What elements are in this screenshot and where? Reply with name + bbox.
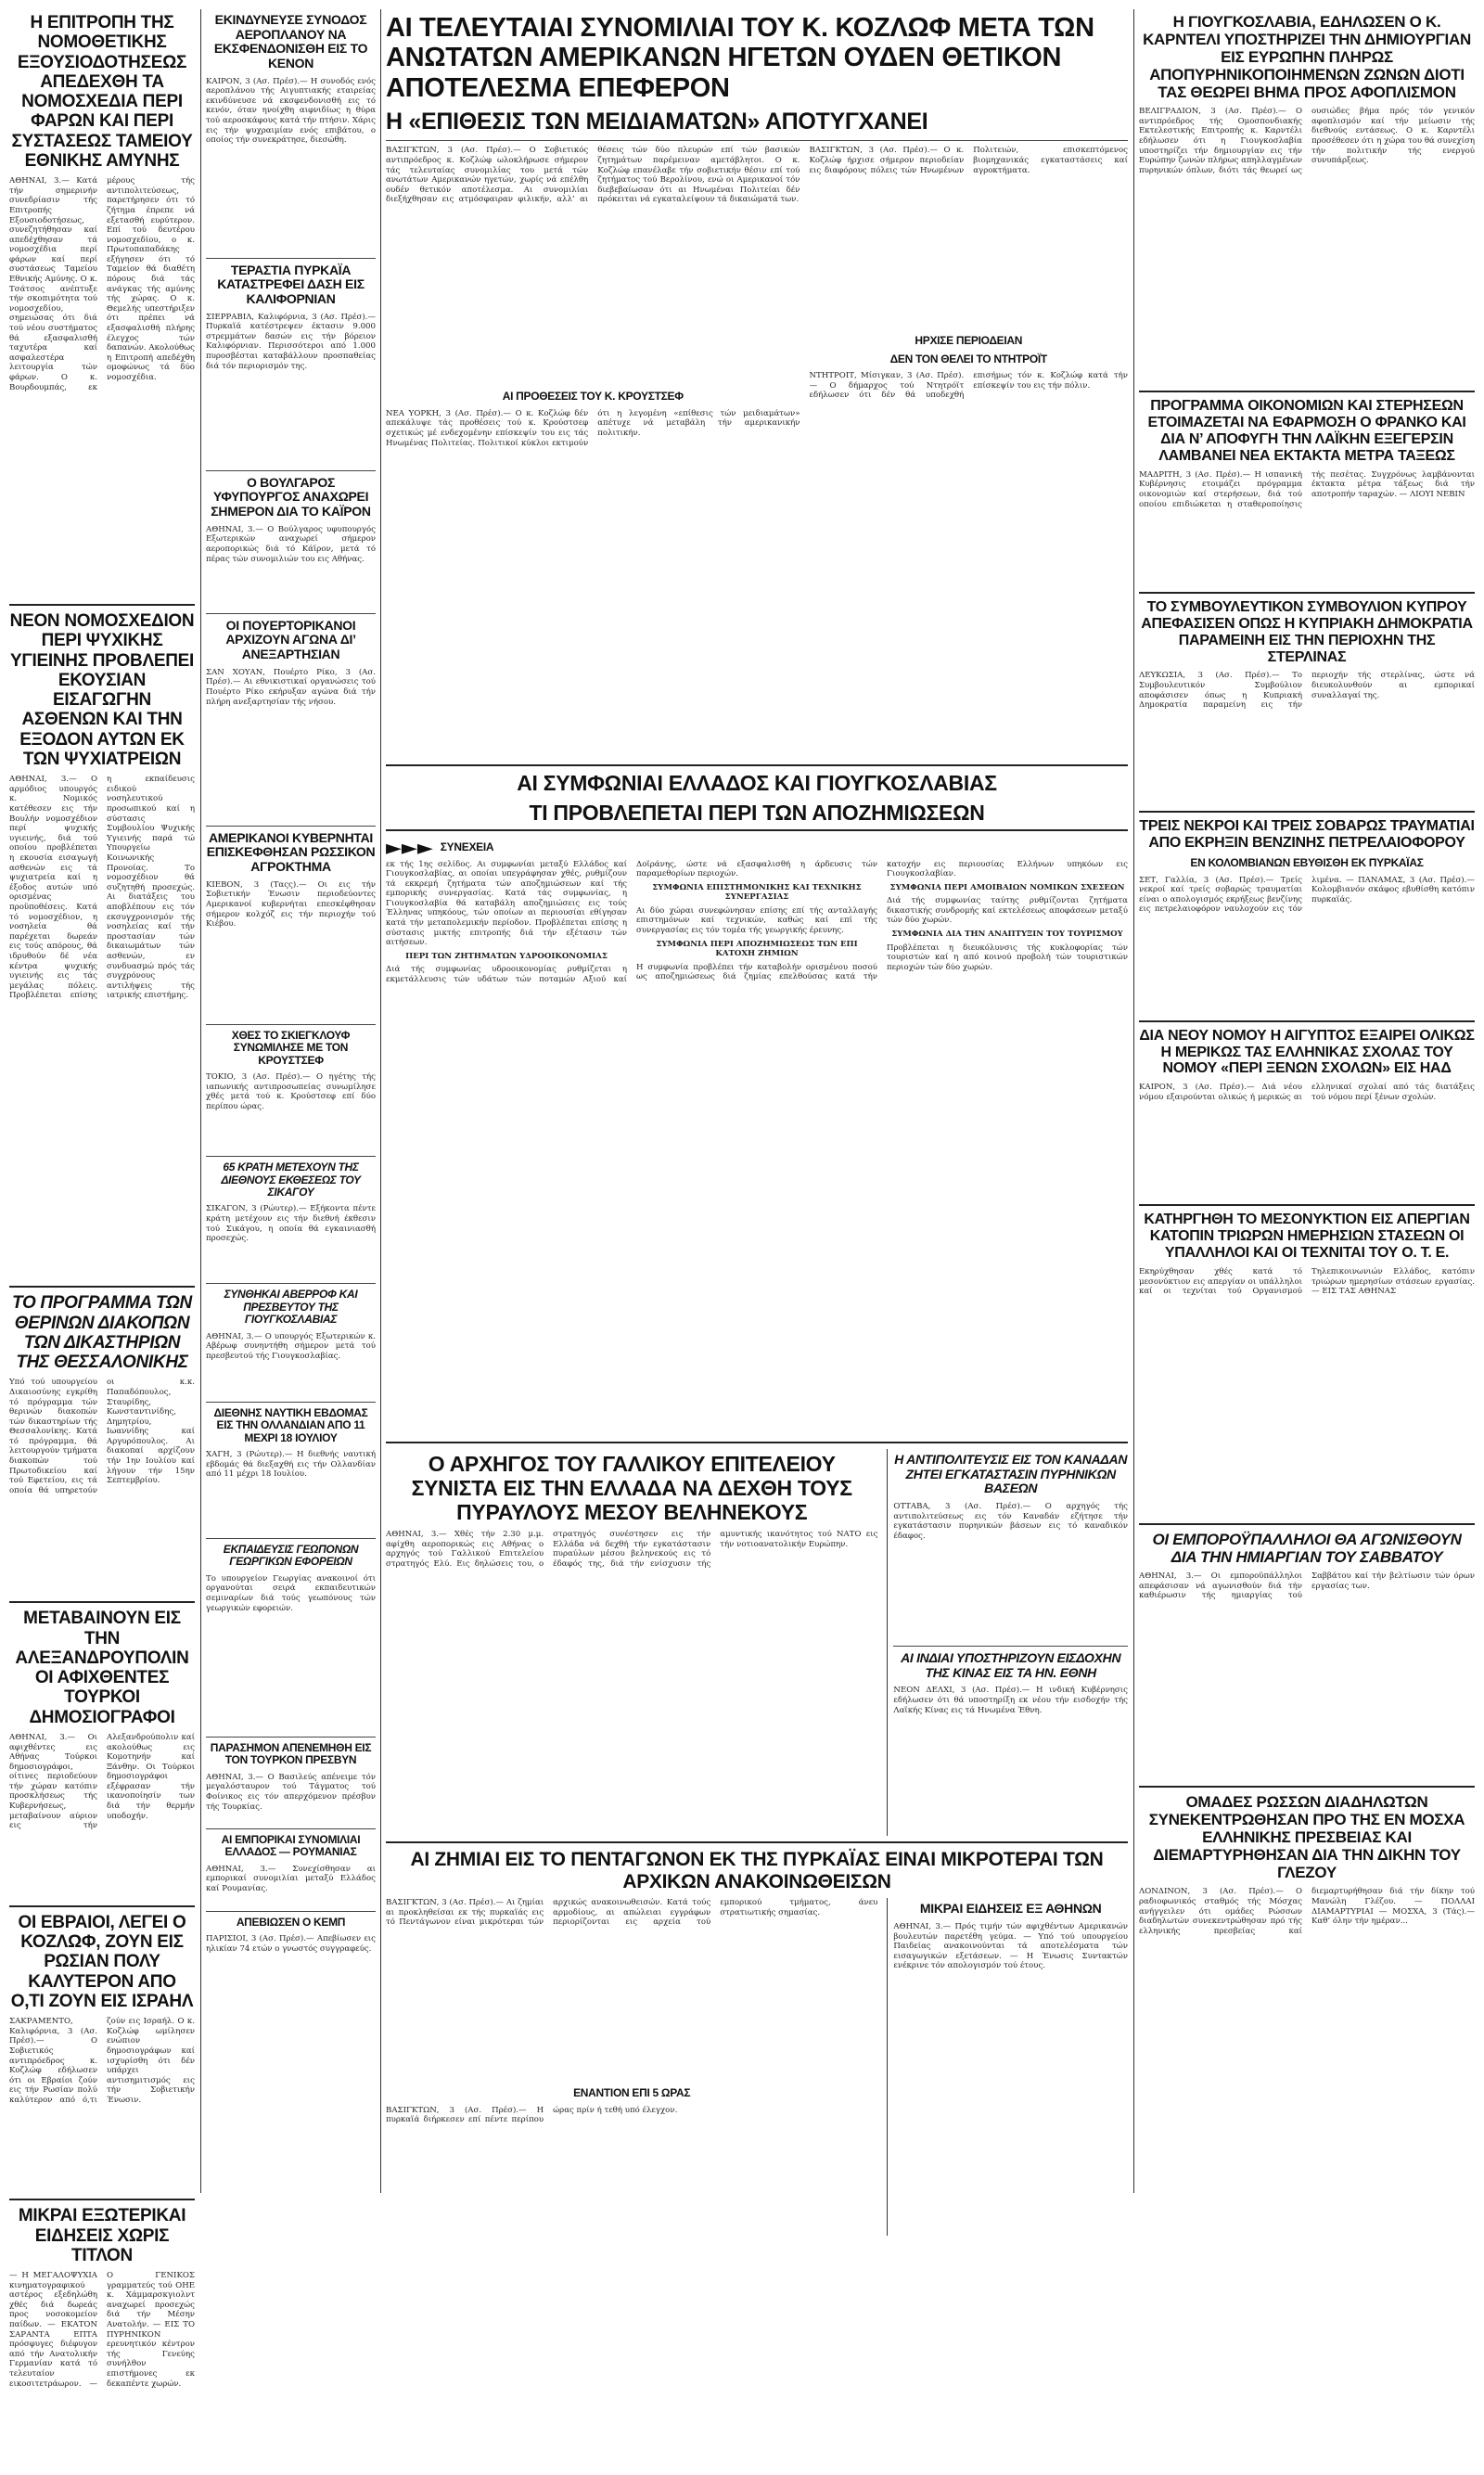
article-khrushchev: ΝΕΑ ΥΟΡΚΗ, 3 (Ασ. Πρέσ).— Ο κ. Κοζλώφ δέν απεκάλυψε τάς προθέσεις τού κ. Κρούστσεφ σχετικώς μέ ενδεχομένην επίσκεψίν του εις τάς Ηνωμένας Πολιτείας. Πολιτικοί κύκλοι εκτιμούν ότι η λεγομένη «επίθεσις τών μειδιαμάτων» απέτυχε νά μεταβάλη τήν αμερικανικήν πολιτικήν. [386,408,800,448]
divider [9,604,195,606]
article-egypt-schools: ΚΑΪΡΟΝ, 3 (Ασ. Πρέσ).— Διά νέου νόμου εξαιρούνται ολικώς ή μερικώς αι ελληνικαί σχολαί από τάς διατάξεις τού νόμου περί ξένων σχολών. [1139,1083,1475,1102]
headline-egypt-schools: ΔΙΑ ΝΕΟΥ ΝΟΜΟΥ Η ΑΙΓΥΠΤΟΣ ΕΞΑΙΡΕΙ ΟΛΙΚΩΣ Η ΜΕΡΙΚΩΣ ΤΑΣ ΕΛΛΗΝΙΚΑΣ ΣΧΟΛΑΣ ΤΟΥ ΝΟΜΟΥ «ΠΕΡΙ ΞΕΝΩΝ ΣΧΟΛΩΝ» ΕΙΣ ΗΑΔ [1139,1027,1475,1077]
headline-puerto-rico: ΟΙ ΠΟΥΕΡΤΟΡΙΚΑΝΟΙ ΑΡΧΙΖΟΥΝ ΑΓΩΝΑ ΔΙ’ ΑΝΕΞΑΡΤΗΣΙΑΝ [225,617,356,662]
article-canada: ΟΤΤΑΒΑ, 3 (Ασ. Πρέσ).— Ο αρχηγός τής αντιπολιτεύσεως εις τόν Καναδάν εζήτησε τήν εγκατάστασιν πυρηνικών βάσεων εις τό καναδικόν έδαφος. [893,1502,1128,1541]
article-kemp: ΠΑΡΙΣΙΟΙ, 3 (Ασ. Πρέσ).— Απεβίωσεν εις ηλικίαν 74 ετών ο γνωστός συγγραφεύς. [206,1934,376,1954]
center-middle [386,759,1128,1454]
headline-kemp: ΑΠΕΒΙΩΣΕΝ Ο ΚΕΜΠ [236,1915,346,1929]
article-moscow-protest: ΛΟΝΔΙΝΟΝ, 3 (Ασ. Πρέσ).— Ο ραδιοφωνικός σταθμός τής Μόσχας ανήγγειλεν ότι ομάδες Ρώσσων διαδηλωτών συνεκεντρώθησαν πρό τής ελληνικής πρεσβείας καί διεμαρτυρήθησαν διά τήν δίκην τού Μανώλη Γλέζου. — ΠΟΛΛΑΙ ΔΙΑΜΑΡΤΥΡΙΑΙ — ΜΟΣΧΑ, 3 (Τάς).— Καθ’ όλην τήν ημέραν... [1139,1887,1475,1936]
article-shop-clerks: ΑΘΗΝΑΙ, 3.— Οι εμποροϋπάλληλοι απεφάσισαν νά αγωνισθούν διά τήν καθιέρωσιν τής ημιαργίας τού Σαββάτου καί τήν βελτίωσιν τών όρων εργασίας των. [1139,1571,1475,1601]
article-science-text: Αι δύο χώραι συνεφώνησαν επίσης επί τής ανταλλαγής επιστημόνων καί τεχνικών, καθώς καί επί τής συνεργασίας εις τόν τομέα τής γεωργικής έρευνης. [636,905,877,936]
article-averoff: ΑΘΗΝΑΙ, 3.— Ο υπουργός Εξωτερικών κ. Αβέρωφ συνηντήθη σήμερον μετά τού πρεσβευτού τής Γιουγκοσλαβίας. [206,1331,376,1361]
headline-kozlov-jews: ΟΙ ΕΒΡΑΙΟΙ, ΛΕΓΕΙ Ο ΚΟΖΛΩΦ, ΖΟΥΝ ΕΙΣ ΡΩΣΙΑΝ ΠΟΛΥ ΚΑΛΥΤΕΡΟΝ ΑΠΟ Ο,ΤΙ ΖΟΥΝ ΕΙΣ ΙΣΡΑΗΛ [10,1912,194,2011]
headline-shop-clerks: ΟΙ ΕΜΠΟΡΟΫΠΑΛΛΗΛΟΙ ΘΑ ΑΓΩΝΙΣΘΟΥΝ ΔΙΑ ΤΗΝ ΗΜΙΑΡΓΙΑΝ ΤΟΥ ΣΑΒΒΑΤΟΥ [1152,1531,1462,1567]
headline-turkish-journalists: ΜΕΤΑΒΑΙΝΟΥΝ ΕΙΣ ΤΗΝ ΑΛΕΞΑΝΔΡΟΥΠΟΛΙΝ ΟΙ ΑΦΙΧΘΕΝΤΕΣ ΤΟΥΡΚΟΙ ΔΗΜΟΣΙΟΓΡΑΦΟΙ [15,1609,189,1727]
headline-agronomists: ΕΚΠΑΙΔΕΥΣΙΣ ΓΕΩΠΟΝΩΝ ΓΕΩΡΓΙΚΩΝ ΕΦΟΡΕΙΩΝ [223,1543,359,1569]
divider [9,2199,195,2200]
column-rule [380,9,381,2193]
divider [1139,391,1475,392]
divider [1139,592,1475,594]
headline-moscow-protest: ΟΜΑΔΕΣ ΡΩΣΣΩΝ ΔΙΑΔΗΛΩΤΩΝ ΣΥΝΕΚΕΝΤΡΩΘΗΣΑΝ ΠΡΟ ΤΗΣ ΕΝ ΜΟΣΧΑ ΕΛΛΗΝΙΚΗΣ ΠΡΕΣΒΕΙΑΣ ΚΑΙ ΔΙΕΜΑΡΤΥΡΗΘΗΣΑΝ ΔΙΑ ΤΗΝ ΔΙΚΗΝ ΤΟΥ ΓΛΕΖΟΥ [1148,1793,1465,1882]
article-hydro-text: Διά τής συμφωνίας υδροοικονομίας ρυθμίζεται η εκμετάλλευσις τών υδάτων τών ποταμών Αξιού καί Δοϊράνης, ώστε νά εξασφαλισθή η άρδευσις τών παραμεθορίων περιοχών. [386,859,877,985]
divider [206,1402,376,1403]
divider [1139,1786,1475,1788]
article-california-fire: ΣΙΕΡΡΑΒΙΛ, Καλιφόρνια, 3 (Ασ. Πρέσ).— Πυρκαϊά κατέστρεψεν έκτασιν 9.000 στρεμμάτων δασών εις τήν βόρειον Καλιφόρνιαν. Περισσότεροι από 1.000 πυροσβέσται καταβάλλουν προσπαθείας διά τόν περιορισμόν της. [206,312,376,371]
headline-courts: ΤΟ ΠΡΟΓΡΑΜΜΑ ΤΩΝ ΘΕΡΙΝΩΝ ΔΙΑΚΟΠΩΝ ΤΩΝ ΔΙΚΑΣΤΗΡΙΩΝ ΤΗΣ ΘΕΣΣΑΛΟΝΙΚΗΣ [12,1293,192,1373]
divider [386,1442,1128,1443]
article-puerto-rico: ΣΑΝ ΧΟΥΑΝ, Πουέρτο Ρίκο, 3 (Ασ. Πρέσ).— Αι εθνικιστικαί οργανώσεις τού Πουέρτο Ρίκο εκήρυξαν αγώνα διά τήν πλήρη ανεξαρτησίαν τής νήσου. [206,667,376,707]
headline-tanker: ΤΡΕΙΣ ΝΕΚΡΟΙ ΚΑΙ ΤΡΕΙΣ ΣΟΒΑΡΩΣ ΤΡΑΥΜΑΤΙΑΙ ΑΠΟ ΕΚΡΗΞΙΝ ΒΕΝΖΙΝΗΣ ΠΕΤΡΕΛΑΙΟΦΟΡΟΥ [1139,818,1475,852]
headline-kozlov: ΑΙ ΤΕΛΕΥΤΑΙΑΙ ΣΥΝΟΜΙΛΙΑΙ ΤΟΥ Κ. ΚΟΖΛΩΦ ΜΕΤΑ ΤΩΝ ΑΝΩΤΑΤΩΝ ΑΜΕΡΙΚΑΝΩΝ ΗΓΕΤΩΝ ΟΥΔΕΝ ΘΕΤΙΚΟΝ ΑΠΟΤΕΛΕΣΜΑ ΕΠΕΦΕΡΟΝ [386,13,1094,103]
divider [9,1286,195,1288]
subhead-tour: ΗΡΧΙΣΕ ΠΕΡΙΟΔΕΙΑΝ [915,334,1023,348]
subhead-science: ΣΥΜΦΩΝΙΑ ΕΠΙΣΤΗΜΟΝΙΚΗΣ ΚΑΙ ΤΕΧΝΙΚΗΣ ΣΥΝΕΡΓΑΣΙΑΣ [652,882,862,903]
headline-kardelj: Η ΓΙΟΥΓΚΟΣΛΑΒΙΑ, ΕΔΗΛΩΣΕΝ Ο Κ. ΚΑΡΝΤΕΛΙ ΥΠΟΣΤΗΡΙΖΕΙ ΤΗΝ ΔΗΜΙΟΥΡΓΙΑΝ ΕΙΣ ΕΥΡΩΠΗΝ ΠΛΗΡΩΣ ΑΠΟΠΥΡΗΝΙΚΟΠΟΙΗΜΕΝΩΝ ΖΩΝΩΝ ΔΙΟΤΙ ΤΑΣ ΘΕΩΡΕΙ ΒΗΜΑ ΠΡΟΣ ΑΦΟΠΛΙΣΜΟΝ [1143,13,1471,102]
article-decoration: ΑΘΗΝΑΙ, 3.— Ο Βασιλεύς απένειμε τόν μεγαλόσταυρον τού Τάγματος τού Φοίνικος εις τόν απερχόμενον πρέσβυν τής Τουρκίας. [206,1772,376,1812]
headline-agreements: ΑΙ ΣΥΜΦΩΝΙΑΙ ΕΛΛΑΔΟΣ ΚΑΙ ΓΙΟΥΓΚΟΣΛΑΒΙΑΣ [517,771,997,795]
article-ote-strike: Εκηρύχθησαν χθές κατά τό μεσονύκτιον εις απεργίαν οι υπάλληλοι καί οι τεχνίται τού Οργανισμού Τηλεπικοινωνιών Ελλάδος, κατόπιν τριώρων ημερησίων στάσεων εργασίας. — ΕΙΣ ΤΑΣ ΑΘΗΝΑΣ [1139,1267,1475,1297]
divider [1139,811,1475,813]
center-lower [386,1436,1128,2236]
headline-india: ΑΙ ΙΝΔΙΑΙ ΥΠΟΣΤΗΡΙΖΟΥΝ ΕΙΣΔΟΧΗΝ ΤΗΣ ΚΙΝΑΣ ΕΙΣ ΤΑ ΗΝ. ΕΘΝΗ [901,1650,1121,1680]
subhead-tourism: ΣΥΜΦΩΝΙΑ ΔΙΑ ΤΗΝ ΑΝΑΠΤΥΞΙΝ ΤΟΥ ΤΟΥΡΙΣΜΟΥ [891,930,1123,940]
headline-bulgarian-minister: Ο ΒΟΥΛΓΑΡΟΣ ΥΦΥΠΟΥΡΓΟΣ ΑΝΑΧΩΡΕΙ ΣΗΜΕΡΟΝ ΔΙΑ ΤΟ ΚΑΪΡΟΝ [211,474,371,519]
article-five-hours: ΒΑΣΙΓΚΤΩΝ, 3 (Ασ. Πρέσ).— Η πυρκαϊά διήρκεσεν επί πέντε περίπου ώρας πρίν ή τεθή υπό έλεγχον. [386,2105,678,2125]
divider [1139,1204,1475,1206]
headline-canada: Η ΑΝΤΙΠΟΛΙΤΕΥΣΙΣ ΕΙΣ ΤΟΝ ΚΑΝΑΔΑΝ ΖΗΤΕΙ ΕΓΚΑΤΑΣΤΑΣΙΝ ΠΥΡΗΝΙΚΩΝ ΒΑΣΕΩΝ [894,1452,1128,1496]
headline-cyprus: ΤΟ ΣΥΜΒΟΥΛΕΥΤΙΚΟΝ ΣΥΜΒΟΥΛΙΟΝ ΚΥΠΡΟΥ ΑΠΕΦΑΣΙΣΕΝ ΟΠΩΣ Η ΚΥΠΡΙΑΚΗ ΔΗΜΟΚΡΑΤΙΑ ΠΑΡΑΜΕΙΝΗ ΕΙΣ ΤΗΝ ΠΕΡΙΟΧΗΝ ΤΗΣ ΣΤΕΡΛΙΝΑΣ [1141,598,1473,665]
headline-chicago-expo: 65 ΚΡΑΤΗ ΜΕΤΕΧΟΥΝ ΤΗΣ ΔΙΕΘΝΟΥΣ ΕΚΘΕΣΕΩΣ ΤΟΥ ΣΙΚΑΓΟΥ [221,1161,361,1199]
article-mental-health: ΑΘΗΝΑΙ, 3.— Ο αρμόδιος υπουργός κ. Νομικός κατέθεσεν εις τήν Βουλήν νομοσχέδιον περί ψυχικής υγιεινής, διά τού οποίου προβλέπεται η εκουσία εισαγωγή ασθενών εις τά ψυχιατρεία καί η έξοδος αυτών υπό ορισμένας προϋποθέσεις. Κατά τό νομοσχέδιον, η νοσηλεία θά παρέχεται δωρεάν εις τούς απόρους, θά ιδρυθούν δέ νέα κέντρα ψυχικής υγιεινής εις τάς μεγάλας πόλεις. Προβλέπεται επίσης η εκπαίδευσις ειδικού νοσηλευτικού προσωπικού καί η σύστασις Συμβουλίου Ψυχικής Υγιεινής παρά τώ Υπουργείω Κοινωνικής Προνοίας. Το νομοσχέδιον θά συζητηθή προσεχώς. Αι διατάξεις του αποβλέπουν εις τόν εκσυγχρονισμόν τής νοσηλείας καί τήν προστασίαν τών δικαιωμάτων τών ασθενών, εν συνδυασμώ πρός τάς συγχρόνους αντιλήψεις τής ιατρικής επιστήμης. [9,775,195,1001]
divider [206,258,376,259]
center-top [386,9,1128,641]
headline-stewardess: ΕΚΙΝΔΥΝΕΥΣΕ ΣΥΝΟΔΟΣ ΑΕΡΟΠΛΑΝΟΥ ΝΑ ΕΚΣΦΕΝΔΟΝΙΣΘΗ ΕΙΣ ΤΟ ΚΕΝΟΝ [213,12,368,71]
headline-smiles: Η «ΕΠΙΘΕΣΙΣ ΤΩΝ ΜΕΙΔΙΑΜΑΤΩΝ» ΑΠΟΤΥΓΧΑΝΕΙ [386,109,928,135]
divider [206,613,376,614]
article-naval-week: ΧΑΓΗ, 3 (Ρώυτερ).— Η διεθνής ναυτική εβδομάς θά διεξαχθή εις τήν Ολλανδίαν από 11 μέχρι 18 Ιουλίου. [206,1450,376,1480]
article-pentagon: ΒΑΣΙΓΚΤΩΝ, 3 (Ασ. Πρέσ).— Αι ζημίαι αι προκληθείσαι εκ τής πυρκαϊάς εις τό Πεντάγωνον είναι μικρότεραι τών αρχικώς ανακοινωθεισών. Κατά τούς αρμοδίους, αι απώλειαι εγγράφων περιορίζονται εις αρχεία τού εμπορικού τμήματος, άνευ στρατιωτικής σημασίας. [386,1898,878,1928]
headline-mental-health: ΝΕΟΝ ΝΟΜΟΣΧΕΔΙΟΝ ΠΕΡΙ ΨΥΧΙΚΗΣ ΥΓΙΕΙΝΗΣ ΠΡΟΒΛΕΠΕΙ ΕΚΟΥΣΙΑΝ ΕΙΣΑΓΩΓΗΝ ΑΣΘΕΝΩΝ ΚΑΙ ΤΗΝ ΕΞΟΔΟΝ ΑΥΤΩΝ ΕΚ ΤΩΝ ΨΥΧΙΑΤΡΕΙΩΝ [9,611,195,769]
article-occupation-text: Η συμφωνία προβλέπει τήν καταβολήν ορισμένου ποσού ως αποζημιώσεως διά ζημίας επελθούσας κατά τήν κατοχήν εις περιουσίας Ελλήνων υπηκόων εις Γιουγκοσλαβίαν. [636,859,1128,982]
headline-foreign-briefs: ΜΙΚΡΑΙ ΕΞΩΤΕΡΙΚΑΙ ΕΙΔΗΣΕΙΣ ΧΩΡΙΣ ΤΙΤΛΟΝ [18,2206,186,2265]
article-courts: Υπό τού υπουργείου Δικαιοσύνης εγκρίθη τό πρόγραμμα τών θερινών διακοπών τών δικαστηρίων τής Θεσσαλονίκης. Κατά τό πρόγραμμα, θά λειτουργούν τμήματα διακοπών τού Πρωτοδικείου καί τού Εφετείου, εις τά οποία θά υπηρετούν οι κ.κ. Παπαδόπουλος, Σταυρίδης, Κωνσταντινίδης, Δημητρίου, Ιωαννίδης καί Αργυρόπουλος. Αι διακοπαί αρχίζουν τήν 1ην Ιουλίου καί λήγουν τήν 15ην Σεπτεμβρίου. [9,1378,195,1495]
article-governors: ΚΙΕΒΟΝ, 3 (Ταςς).— Οι εις τήν Σοβιετικήν Ένωσιν περιοδεύοντες Αμερικανοί κυβερνήται επεσκέφθησαν σήμερον κολχόζ εις τήν περιοχήν τού Κιέβου. [206,879,376,930]
article-legal-text: Διά τής συμφωνίας ταύτης ρυθμίζονται ζητήματα δικαστικής συνδρομής καί εκτελέσεως αποφάσεων μεταξύ τών δύο χωρών. [887,896,1128,926]
article-athens-briefs: ΑΘΗΝΑΙ, 3.— Πρός τιμήν τών αφιχθέντων Αμερικανών βουλευτών παρετέθη γεύμα. — Υπό τού υπουργείου Παιδείας ανακοινούνται τά αποτελέσματα τών εισαγωγικών εξετάσεων. — Η Ένωσις Συντακτών ενέκρινε τόν απολογισμόν τού έτους. [893,1921,1128,1971]
continuation-label: ΣΥΝΕΧΕΙΑ [440,840,494,854]
article-india: ΝΕΟΝ ΔΕΛΧΙ, 3 (Ασ. Πρέσ).— Η ινδική Κυβέρνησις εδήλωσεν ότι θά υποστηρίξη εκ νέου τήν εισδοχήν τής Λαϊκής Κίνας εις τά Ηνωμένα Έθνη. [893,1686,1128,1715]
article-kozlov-jews: ΣΑΚΡΑΜΕΝΤΟ, Καλιφόρνια, 3 (Ασ. Πρέσ).— Ο Σοβιετικός αντιπρόεδρος κ. Κοζλώφ εδήλωσεν ότι οι Εβραίοι ζούν εις τήν Ρωσίαν πολύ καλύτερον από ό,τι ζούν εις Ισραήλ. Ο κ. Κοζλώφ ωμίλησεν ενώπιον δημοσιογράφων καί ισχυρίσθη ότι δέν υπάρχει αντισημιτισμός εις τήν Σοβιετικήν Ένωσιν. [9,2017,195,2105]
column-rule [1133,9,1134,2193]
article-stewardess: ΚΑΪΡΟΝ, 3 (Ασ. Πρέσ).— Η συνοδός ενός αεροπλάνου τής Αιγυπτιακής εταιρείας εκινδύνευσε νά εκσφενδονισθή εις τό κενόν, όταν ηνοίχθη αιφνιδίως η θύρα τού αεροσκάφους κατά τήν πτήσιν. Χάρις εις τήν ψυχραιμίαν ενός επιβάτου, ο οποίος τήν συνεκράτησε, διεσώθη. [206,76,376,146]
headline-khrushchev-meeting: ΧΘΕΣ ΤΟ ΣΚΙΕΓΚΛΟΥΦ ΣΥΝΩΜΙΛΗΣΕ ΜΕ ΤΟΝ ΚΡΟΥΣΤΣΕΦ [231,1028,351,1067]
kozlov-columns [386,146,1128,640]
article-kozlov-tour: ΒΑΣΙΓΚΤΩΝ, 3 (Ασ. Πρέσ).— Ο κ. Κοζλώφ ήρχισε σήμερον περιοδείαν εις διαφόρους πόλεις τών Ηνωμένων Πολιτειών, επισκεπτόμενος βιομηχανικάς εγκαταστάσεις καί αγροκτήματα. [809,146,1128,175]
article-agreements [386,860,1128,1454]
column-2 [206,9,376,1971]
divider [1139,1020,1475,1022]
column-rule [200,9,201,2193]
article-kardelj: ΒΕΛΙΓΡΑΔΙΟΝ, 3 (Ασ. Πρέσ).— Ο αντιπρόεδρος τής Ομοσπονδιακής Εκτελεστικής Επιτροπής κ. Καρντέλι εδήλωσεν ότι η Γιουγκοσλαβία υποστηρίζει τήν δημιουργίαν εις τήν Ευρώπην ζωνών πλήρως απηλλαγμένων πυρηνικών όπλων, διότι τάς θεωρεί ως ουσιώδες βήμα πρός τόν γενικόν αφοπλισμόν καί τήν μείωσιν τής διεθνούς εντάσεως. Ο κ. Καρντέλι προσέθεσεν ότι η χώρα του θά συνεχίση τήν πολιτικήν τής ενεργού συνυπάρξεως. [1139,107,1475,175]
arrows-icon: ►►► [386,836,433,860]
article-tourism-text: Προβλέπεται η διευκόλυνσις τής κυκλοφορίας τών τουριστών καί η από κοινού προβολή τών τουριστικών περιοχών τών δύο χωρών. [887,943,1128,972]
divider [9,1601,195,1603]
divider [386,1841,1128,1843]
article-bulgarian-minister: ΑΘΗΝΑΙ, 3.— Ο Βούλγαρος υφυπουργός Εξωτερικών αναχωρεί σήμερον αεροπορικώς διά τό Κάϊρον, μετά τό πέρας τών συνομιλιών του εις Αθήνας. [206,524,376,564]
article-french-chief: ΑΘΗΝΑΙ, 3.— Χθές τήν 2.30 μ.μ. αφίχθη αεροπορικώς εις Αθήνας ο αρχηγός τού Γαλλικού Επιτελείου στρατηγός Ελύ. Εις δηλώσεις του, ο στρατηγός συνέστησεν εις τήν Ελλάδα νά δεχθή τήν εγκατάστασιν πυραύλων μέσου βεληνεκούς εις τό έδαφός της, διά τήν ενίσχυσιν τής αμυντικής ικανότητος τού ΝΑΤΟ εις τήν νοτιοανατολικήν Ευρώπην. [386,1530,878,1570]
article-turkish-journalists: ΑΘΗΝΑΙ, 3.— Οι αφιχθέντες εις Αθήνας Τούρκοι δημοσιογράφοι, οίτινες περιοδεύουν τήν χώραν κατόπιν προσκλήσεως τής Κυβερνήσεως, μεταβαίνουν αύριον εις τήν Αλεξανδρούπολιν καί ακολούθως εις Κομοτηνήν καί Ξάνθην. Οι Τούρκοι δημοσιογράφοι εξέφρασαν τήν ικανοποίησίν των διά τήν θερμήν υποδοχήν. [9,1732,195,1831]
article-commission: ΑΘΗΝΑΙ, 3.— Κατά τήν σημερινήν συνεδρίασιν τής Επιτροπής Εξουσιοδοτήσεως, συνεζητήθησαν καί απεδέχθησαν τά νομοσχέδια περί φάρων καί περί συστάσεως Ταμείου Εθνικής Αμύνης. Ο κ. Τσάτσος ανέπτυξε τήν σκοπιμότητα τού νομοσχεδίου, σημειώσας ότι διά τού νέου συστήματος θά εξασφαλισθή ταχυτέρα καί ασφαλεστέρα λειτουργία τών φάρων. Ο κ. Βουρδουμπάς, εκ μέρους τής αντιπολιτεύσεως, παρετήρησεν ότι τό ζήτημα έπρεπε νά εξετασθή ευρύτερον. Επί τού δευτέρου νομοσχεδίου, ο κ. Πρωτοπαπαδάκης εξήγησεν ότι τό Ταμείον θά διαθέτη πόρους διά τάς ανάγκας τής αμύνης τής χώρας. Ο κ. Θεμελής υπεστήριξεν ότι πρέπει νά εξασφαλισθή πλήρης έλεγχος τών δαπανών. Ακολούθως η Επιτροπή απεδέχθη ομοφώνως τά δύο νομοσχέδια. [9,176,195,392]
divider [386,140,1128,141]
subhead-five-hours: ΕΝΑΝΤΙΟΝ ΕΠΙ 5 ΩΡΑΣ [573,2086,691,2100]
divider [206,470,376,471]
headline-romania-trade: ΑΙ ΕΜΠΟΡΙΚΑΙ ΣΥΝΟΜΙΛΙΑΙ ΕΛΛΑΔΟΣ — ΡΟΥΜΑΝΙΑΣ [221,1832,361,1859]
divider [206,1538,376,1539]
headline-ote-strike: ΚΑΤΗΡΓΗΘΗ ΤΟ ΜΕΣΟΝΥΚΤΙΟΝ ΕΙΣ ΑΠΕΡΓΙΑΝ ΚΑΤΟΠΙΝ ΤΡΙΩΡΩΝ ΗΜΕΡΗΣΙΩΝ ΣΤΑΣΕΩΝ ΟΙ ΥΠΑΛΛΗΛΟΙ ΚΑΙ ΟΙ ΤΕΧΝΙΤΑΙ ΤΟΥ Ο. Τ. Ε. [1144,1212,1470,1262]
divider [206,826,376,827]
headline-naval-week: ΔΙΕΘΝΗΣ ΝΑΥΤΙΚΗ ΕΒΔΟΜΑΣ ΕΙΣ ΤΗΝ ΟΛΛΑΝΔΙΑΝ ΑΠΟ 11 ΜΕΧΡΙ 18 ΙΟΥΛΙΟΥ [213,1405,368,1444]
headline-commission: Η ΕΠΙΤΡΟΠΗ ΤΗΣ ΝΟΜΟΘΕΤΙΚΗΣ ΕΞΟΥΣΙΟΔΟΤΗΣΕΩΣ ΑΠΕΔΕΧΘΗ ΤΑ ΝΟΜΟΣΧΕΔΙΑ ΠΕΡΙ ΦΑΡΩΝ ΚΑΙ ΠΕΡΙ ΣΥΣΤΑΣΕΩΣ ΤΑΜΕΙΟΥ ΕΘΝΙΚΗΣ ΑΜΥΝΗΣ [11,13,193,171]
divider [386,764,1128,766]
subhead-legal: ΣΥΜΦΩΝΙΑ ΠΕΡΙ ΑΜΟΙΒΑΙΩΝ ΝΟΜΙΚΩΝ ΣΧΕΣΕΩΝ [889,882,1125,892]
subhead-khrushchev: ΑΙ ΠΡΟΘΕΣΕΙΣ ΤΟΥ Κ. ΚΡΟΥΣΤΣΕΦ [502,390,684,404]
article-romania-trade: ΑΘΗΝΑΙ, 3.— Συνεχίσθησαν αι εμπορικαί συνομιλίαι μεταξύ Ελλάδος καί Ρουμανίας. [206,1864,376,1893]
subhead-occupation: ΣΥΜΦΩΝΙΑ ΠΕΡΙ ΑΠΟΖΗΜΙΩΣΕΩΣ ΤΩΝ ΕΠΙ ΚΑΤΟΧΗ ΖΗΜΙΩΝ [656,939,858,959]
headline-governors: ΑΜΕΡΙΚΑΝΟΙ ΚΥΒΕΡΝΗΤΑΙ ΕΠΙΣΚΕΦΘΗΣΑΝ ΡΩΣΣΙΚΟΝ ΑΓΡΟΚΤΗΜΑ [206,829,376,875]
divider [206,1737,376,1738]
article-franco: ΜΑΔΡΙΤΗ, 3 (Ασ. Πρέσ).— Η ισπανική Κυβέρνησις ετοιμάζει πρόγραμμα οικονομιών καί στερήσεων, διά τού οποίου επιδιώκεται η σταθεροποίησις τής πεσέτας. Συγχρόνως λαμβάνονται έκτακτα μέτρα τάξεως διά τήν αποτροπήν ταραχών. — ΛΙΟΥΙ ΝΕΒΙΝ [1139,469,1475,509]
divider [1139,1523,1475,1525]
article-detroit: ΝΤΗΤΡΟΪΤ, Μίσιγκαν, 3 (Ασ. Πρέσ).— Ο δήμαρχος τού Ντητρόϊτ εδήλωσεν ότι δέν θά υποδεχθή επισήμως τόν κ. Κοζλώφ κατά τήν επίσκεψίν του εις τήν πόλιν. [809,371,1128,401]
divider [893,1646,1128,1647]
headline-pentagon: ΑΙ ΖΗΜΙΑΙ ΕΙΣ ΤΟ ΠΕΝΤΑΓΩΝΟΝ ΕΚ ΤΗΣ ΠΥΡΚΑΪΑΣ ΕΙΝΑΙ ΜΙΚΡΟΤΕΡΑΙ ΤΩΝ ΑΡΧΙΚΩΝ ΑΝΑΚΟΙΝΩΘΕΙΣΩΝ [410,1849,1104,1892]
headline-french-chief: Ο ΑΡΧΗΓΟΣ ΤΟΥ ΓΑΛΛΙΚΟΥ ΕΠΙΤΕΛΕΙΟΥ ΣΥΝΙΣΤΑ ΕΙΣ ΤΗΝ ΕΛΛΑΔΑ ΝΑ ΔΕΧΘΗ ΤΟΥΣ ΠΥΡΑΥΛΟΥΣ ΜΕΣΟΥ ΒΕΛΗΝΕΚΟΥΣ [411,1452,852,1524]
headline-compensations: ΤΙ ΠΡΟΒΛΕΠΕΤΑΙ ΠΕΡΙ ΤΩΝ ΑΠΟΖΗΜΙΩΣΕΩΝ [386,801,1128,831]
divider [9,1905,195,1907]
article-foreign-briefs: — Η ΜΕΓΑΛΟΨΥΧΙΑ κινηματογραφικού αστέρος εξεδηλώθη χθές διά δωρεάς προς νοσοκομείον παίδων. — ΕΚΑΤΟΝ ΣΑΡΑΝΤΑ ΕΠΤΑ πρόσφυγες διέφυγον από τήν Ανατολικήν Γερμανίαν κατά τό τελευταίον εικοσιτετράωρον. — Ο ΓΕΝΙΚΟΣ γραμματεύς τού ΟΗΕ κ. Χάμμαρσκγιολντ αναχωρεί προσεχώς διά τήν Μέσην Ανατολήν. — ΕΙΣ ΤΟ ΠΥΡΗΝΙΚΟΝ ερευνητικόν κέντρον τής Γενεύης συνήλθον επιστήμονες εκ δεκαπέντε χωρών. [9,2271,195,2389]
article-cyprus: ΛΕΥΚΩΣΙΑ, 3 (Ασ. Πρέσ).— Το Συμβουλευτικόν Συμβούλιον αποφάσισεν όπως η Κυπριακή Δημοκρατία παραμείνη εις τήν περιοχήν τής στερλίνας, ώστε νά διευκολυνθούν αι εμπορικαί συναλλαγαί της. [1139,671,1475,711]
divider [206,1828,376,1829]
divider [206,1024,376,1025]
column-1 [9,9,195,2475]
headline-athens-briefs: ΜΙΚΡΑΙ ΕΙΔΗΣΕΙΣ ΕΞ ΑΘΗΝΩΝ [919,1901,1102,1917]
subhead-colombian: ΕΝ ΚΟΛΟΜΒΙΑΝΩΝ ΕΒΥΘΙΣΘΗ ΕΚ ΠΥΡΚΑΪΑΣ [1190,856,1424,870]
divider [206,1911,376,1912]
article-agreements-text: εκ τής 1ης σελίδος. Αι συμφωνίαι μεταξύ Ελλάδος καί Γιουγκοσλαβίας, αι οποίαι υπεγράφησαν χθές, ρυθμίζουν τά εκκρεμή ζητήματα τών αποζημιώσεων καί τής εμπορικής συνεργασίας. Κατά τάς συμφωνίας, η Γιουγκοσλαβία θά καταβάλη αποζημιώσεις εις τούς Έλληνας υπηκόους, τών οποίων αι περιουσίαι εθίγησαν κατά τήν μεταπολεμικήν περίοδον. Προβλέπεται επίσης η σύστασις μικτής επιτροπής διά τήν εξέτασιν τών αιτήσεων. [386,859,627,948]
subhead-detroit: ΔΕΝ ΤΟΝ ΘΕΛΕΙ ΤΟ ΝΤΗΤΡΟΪΤ [889,352,1047,365]
article-khrushchev-meeting: ΤΟΚΙΟ, 3 (Ασ. Πρέσ).— Ο ηγέτης τής ιαπωνικής αντιπροσωπείας συνωμίλησε χθές μετά τού κ. Κρούστσεφ επί δύο περίπου ώρας. [206,1072,376,1111]
headline-averoff: ΣΥΝΘΗΚΑΙ ΑΒΕΡΡΟΦ ΚΑΙ ΠΡΕΣΒΕΥΤΟΥ ΤΗΣ ΓΙΟΥΓΚΟΣΛΑΒΙΑΣ [224,1288,358,1327]
subhead-hydro: ΠΕΡΙ ΤΩΝ ΖΗΤΗΜΑΤΩΝ ΥΔΡΟΟΙΚΟΝΟΜΙΑΣ [405,951,608,961]
divider [206,1283,376,1284]
column-right [1139,9,1475,2128]
headline-california-fire: ΤΕΡΑΣΤΙΑ ΠΥΡΚΑΪΑ ΚΑΤΑΣΤΡΕΦΕΙ ΔΑΣΗ ΕΙΣ ΚΑΛΙΦΟΡΝΙΑΝ [217,262,365,307]
article-agronomists: Το υπουργείον Γεωργίας ανακοινοί ότι οργανούται σειρά εκπαιδευτικών σεμιναρίων διά τούς γεωπόνους τών γεωργικών εφορειών. [206,1573,376,1613]
headline-franco: ΠΡΟΓΡΑΜΜΑ ΟΙΚΟΝΟΜΙΩΝ ΚΑΙ ΣΤΕΡΗΣΕΩΝ ΕΤΟΙΜΑΖΕΤΑΙ ΝΑ ΕΦΑΡΜΟΣΗ Ο ΦΡΑΝΚΟ ΚΑΙ ΔΙΑ Ν’ ΑΠΟΦΥΓΗ ΤΗΝ ΛΑΪΚΗΝ ΕΞΕΓΕΡΣΙΝ ΛΑΜΒΑΝΕΙ ΝΕΑ ΕΚΤΑΚΤΑ ΜΕΤΡΑ ΤΑΞΕΩΣ [1147,398,1466,464]
article-chicago-expo: ΣΙΚΑΓΟΝ, 3 (Ρώυτερ).— Εξήκοντα πέντε κράτη μετέχουν εις τήν διεθνή έκθεσιν τού Σικάγου, η οποία θά εγκαινιασθή προσεχώς. [206,1204,376,1244]
divider [206,1156,376,1157]
article-kozlov: ΒΑΣΙΓΚΤΩΝ, 3 (Ασ. Πρέσ).— Ο Σοβιετικός αντιπρόεδρος κ. Κοζλώφ ωλοκλήρωσε σήμερον τάς τελευταίας συνομιλίας του μετά τών ανωτάτων Αμερικανών ηγετών, χωρίς νά επέλθη ουδέν θετικόν αποτέλεσμα. Αι συνομιλίαι διεξήχθησαν εις ατμόσφαιραν φιλικήν, αλλ’ αι θέσεις τών δύο πλευρών επί τών βασικών ζητημάτων παρέμειναν αμετάβλητοι. Ο κ. Κοζλώφ επανέλαβε τήν σοβιετικήν θέσιν επί τού ζητήματος τού Βερολίνου, ενώ οι Αμερικανοί τόν διεβεβαίωσαν ότι αι Ηνωμέναι Πολιτείαι δέν πρόκειται νά εγκαταλείψουν τά δικαιώματά των. [386,146,800,205]
headline-decoration: ΠΑΡΑΣΗΜΟΝ ΑΠΕΝΕΜΗΘΗ ΕΙΣ ΤΟΝ ΤΟΥΡΚΟΝ ΠΡΕΣΒΥΝ [210,1740,372,1767]
article-tanker: ΣΕΤ, Γαλλία, 3 (Ασ. Πρέσ).— Τρείς νεκροί καί τρείς σοβαρώς τραυματίαι είναι ο απολογισμός εκρήξεως βενζίνης εις πετρελαιοφόρον ναυλοχούν εις τόν λιμένα. — ΠΑΝΑΜΑΣ, 3 (Ασ. Πρέσ).— Κολομβιανόν σκάφος εβυθίσθη κατόπιν πυρκαϊάς. [1139,875,1475,915]
